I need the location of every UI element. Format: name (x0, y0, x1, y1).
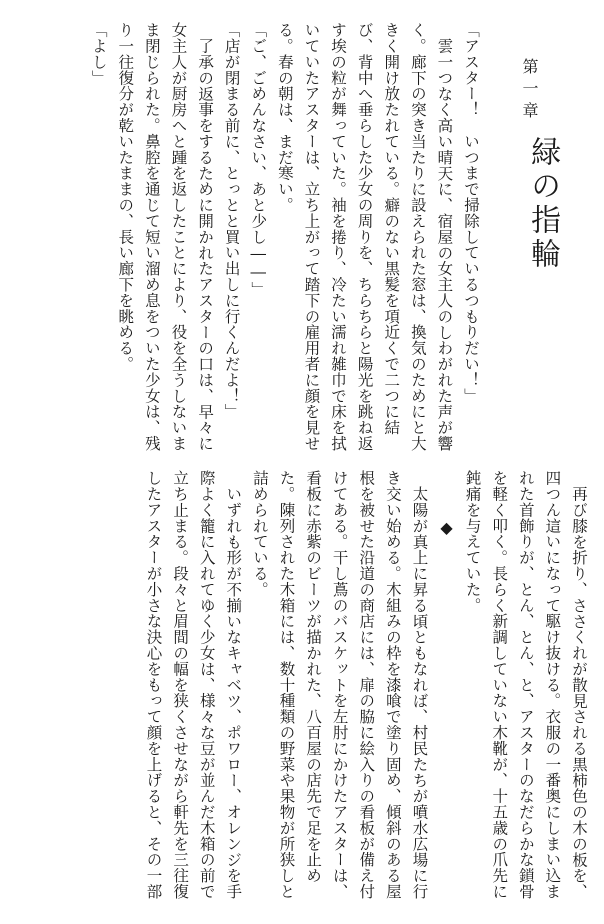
narration-paragraph: 再び膝を折り、ささくれが散見される黒柿色の木の板を、四つん這いになって駆け抜ける。衣服の一番奥にしまい込まれた首飾りが、とん、とん、と、アスターのなだらかな鎖骨を軽く叩く。長らく新調していない木靴が、十五歳の爪先に鈍痛を与えていた。 (463, 470, 588, 900)
chapter-label: 第一章 (520, 58, 539, 124)
section-divider-diamond: ◆ (437, 518, 457, 538)
dialogue-line: 「アスター！ いつまで掃除しているつもりだい！」 (462, 22, 480, 404)
dialogue-line: 「ご、ごめんなさい、あと少し――」 (249, 22, 268, 298)
dialogue-line: 「よし」 (89, 22, 108, 86)
dialogue-line: 「店が閉まる前に、とっとと買い出しに行くんだよ！」 (222, 22, 241, 420)
narration-paragraph: 了承の返事をするために開かれたアスターの口は、早々に女主人が厨房へと踵を返したことにより、役を全うしないまま閉じられた。鼻腔を通じて短い溜め息をついた少女は、残り一往復分が乾いたままの、長い廊下を眺める。 (116, 22, 215, 452)
upper-text-block (8, 22, 484, 452)
lower-text-block (8, 470, 592, 910)
narration-paragraph: 太陽が真上に昇る頃ともなれば、村民たちが噴水広場に行き交い始める。木組みの枠を漆喰で塗り固め、傾斜のある屋根を被せた沿道の商店には、扉の脇に絵入りの看板が備え付けてある。干し蔦のバスケットを左肘にかけたアスターは、看板に赤紫のビーツが描かれた、八百屋の店先で足を止めた。陳列された木箱には、数十種類の野菜や果物が所狭しと詰められている。 (250, 470, 429, 900)
narration-paragraph: 雲一つなく高い晴天に、宿屋の女主人のしわがれた声が響く。廊下の突き当たりに設えられた窓は、換気のためにと大きく開け放たれている。癖のない黒髪を項近くで二つに結び、背中へ垂らした少女の周りを、ちらちらと陽光を跳ね返す埃の粒が舞っていた。袖を捲り、冷たい濡れ雑巾で床を拭いていたアスターは、立ち上がって踏下の雇用者に顔を見せる。春の朝は、まだ寒い。 (275, 22, 454, 452)
narration-paragraph: いずれも形が不揃いなキャベツ、ポワロー、オレンジを手際よく籠に入れてゆく少女は、様々な豆が並んだ木箱の前で立ち止まる。段々と眉間の幅を狭くさせながら軒先を三往復したアスターが小さな決心をもって顔を上げると、その一部 (144, 470, 243, 900)
chapter-title: 緑の指輪 (525, 136, 561, 272)
